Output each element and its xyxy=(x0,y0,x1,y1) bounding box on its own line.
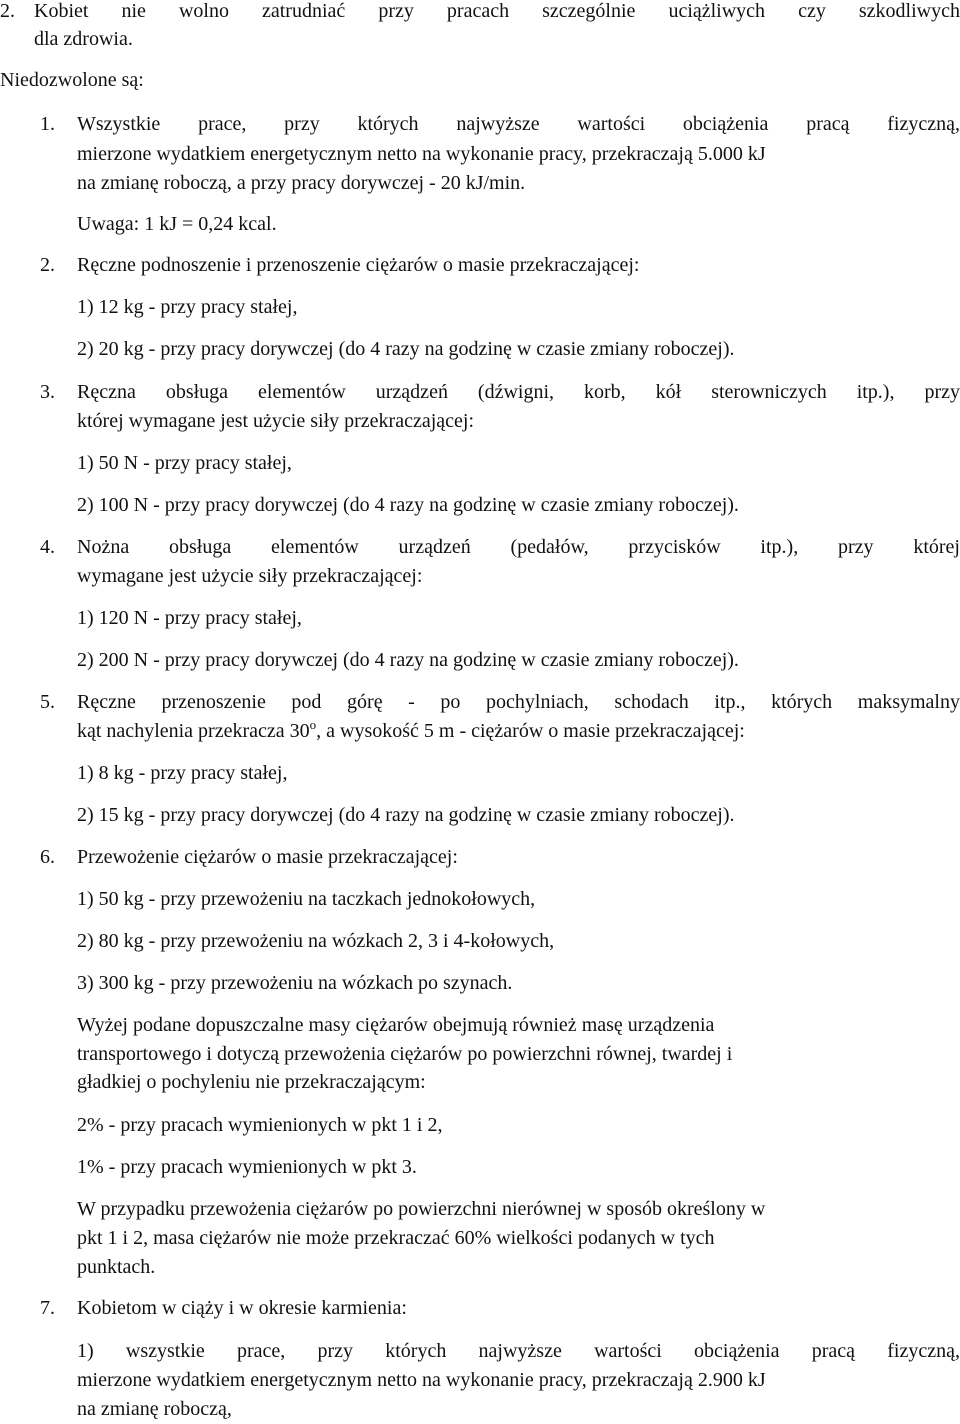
sub-item-text: 2) 20 kg - przy pracy dorywczej (do 4 razy na godzinę w czasie zmiany roboczej). xyxy=(77,338,735,360)
list-number: 5. xyxy=(40,691,55,713)
sub-item-text: 2) 80 kg - przy przewożeniu na wózkach 2, 3 i 4-kołowych, xyxy=(77,930,555,952)
sub-item-text: 1) 50 kg - przy przewożeniu na taczkach jednokołowych, xyxy=(77,888,536,910)
list-item-text: Ręczne przenoszenie pod górę - po pochylniach, schodach itp., których maksymalny xyxy=(77,691,960,713)
list-item-text: mierzone wydatkiem energetycznym netto na wykonanie pracy, przekraczają 5.000 kJ xyxy=(77,143,766,165)
paragraph-text: punktach. xyxy=(77,1256,156,1278)
list-item-text: dla zdrowia. xyxy=(34,28,133,50)
text-run: kąt nachylenia przekracza 30 xyxy=(77,720,310,742)
paragraph-text: gładkiej o pochyleniu nie przekraczającym: xyxy=(77,1071,426,1093)
sub-item-text: 1) wszystkie prace, przy których najwyższe wartości obciążenia pracą fizyczną, xyxy=(77,1340,960,1362)
list-number: 4. xyxy=(40,536,55,558)
sub-item-text: 3) 300 kg - przy przewożeniu na wózkach po szynach. xyxy=(77,972,513,994)
sub-item-text: 1) 50 N - przy pracy stałej, xyxy=(77,452,292,474)
list-item-text: na zmianę roboczą, a przy pracy dorywczej - 20 kJ/min. xyxy=(77,172,526,194)
list-number: 2. xyxy=(0,0,15,22)
paragraph-text: transportowego i dotyczą przewożenia ciężarów po powierzchni równej, twardej i xyxy=(77,1043,733,1065)
list-item-text: Ręczne podnoszenie i przenoszenie ciężarów o masie przekraczającej: xyxy=(77,254,640,276)
list-number: 7. xyxy=(40,1297,55,1319)
list-number: 2. xyxy=(40,254,55,276)
section-heading: Niedozwolone są: xyxy=(0,69,144,91)
degree-superscript: o xyxy=(309,717,317,732)
sub-item-text: 1% - przy pracach wymienionych w pkt 3. xyxy=(77,1156,417,1178)
list-item-text: Kobietom w ciąży i w okresie karmienia: xyxy=(77,1297,407,1319)
sub-item-text: 1) 8 kg - przy pracy stałej, xyxy=(77,762,288,784)
text-run: , a wysokość 5 m - ciężarów o masie przekraczającej: xyxy=(316,720,745,742)
note-text: Uwaga: 1 kJ = 0,24 kcal. xyxy=(77,213,277,235)
list-item-text: Przewożenie ciężarów o masie przekraczającej: xyxy=(77,846,458,868)
list-item-text: Ręczna obsługa elementów urządzeń (dźwigni, korb, kół sterowniczych itp.), przy xyxy=(77,381,960,403)
list-number: 6. xyxy=(40,846,55,868)
list-number: 1. xyxy=(40,113,55,135)
paragraph-text: Wyżej podane dopuszczalne masy ciężarów obejmują również masę urządzenia xyxy=(77,1014,715,1036)
paragraph-text: pkt 1 i 2, masa ciężarów nie może przekraczać 60% wielkości podanych w tych xyxy=(77,1227,715,1249)
list-item-text: której wymagane jest użycie siły przekraczającej: xyxy=(77,410,475,432)
sub-item-text: mierzone wydatkiem energetycznym netto na wykonanie pracy, przekraczają 2.900 kJ xyxy=(77,1369,766,1391)
list-item-text: Wszystkie prace, przy których najwyższe wartości obciążenia pracą fizyczną, xyxy=(77,113,960,135)
list-item-text: wymagane jest użycie siły przekraczającej: xyxy=(77,565,423,587)
paragraph-text: W przypadku przewożenia ciężarów po powierzchni nierównej w sposób określony w xyxy=(77,1198,766,1220)
list-item-text xyxy=(77,717,745,745)
sub-item-text: 2) 15 kg - przy pracy dorywczej (do 4 razy na godzinę w czasie zmiany roboczej). xyxy=(77,804,735,826)
sub-item-text: 1) 120 N - przy pracy stałej, xyxy=(77,607,302,629)
sub-item-text: 2) 200 N - przy pracy dorywczej (do 4 razy na godzinę w czasie zmiany roboczej). xyxy=(77,649,739,671)
list-number: 3. xyxy=(40,381,55,403)
sub-item-text: na zmianę roboczą, xyxy=(77,1398,232,1420)
sub-item-text: 1) 12 kg - przy pracy stałej, xyxy=(77,296,298,318)
sub-item-text: 2) 100 N - przy pracy dorywczej (do 4 razy na godzinę w czasie zmiany roboczej). xyxy=(77,494,739,516)
list-item-text: Nożna obsługa elementów urządzeń (pedałów, przycisków itp.), przy której xyxy=(77,536,960,558)
sub-item-text: 2% - przy pracach wymienionych w pkt 1 i 2, xyxy=(77,1114,443,1136)
list-item-text: Kobiet nie wolno zatrudniać przy pracach szczególnie uciążliwych czy szkodliwych xyxy=(34,0,960,22)
